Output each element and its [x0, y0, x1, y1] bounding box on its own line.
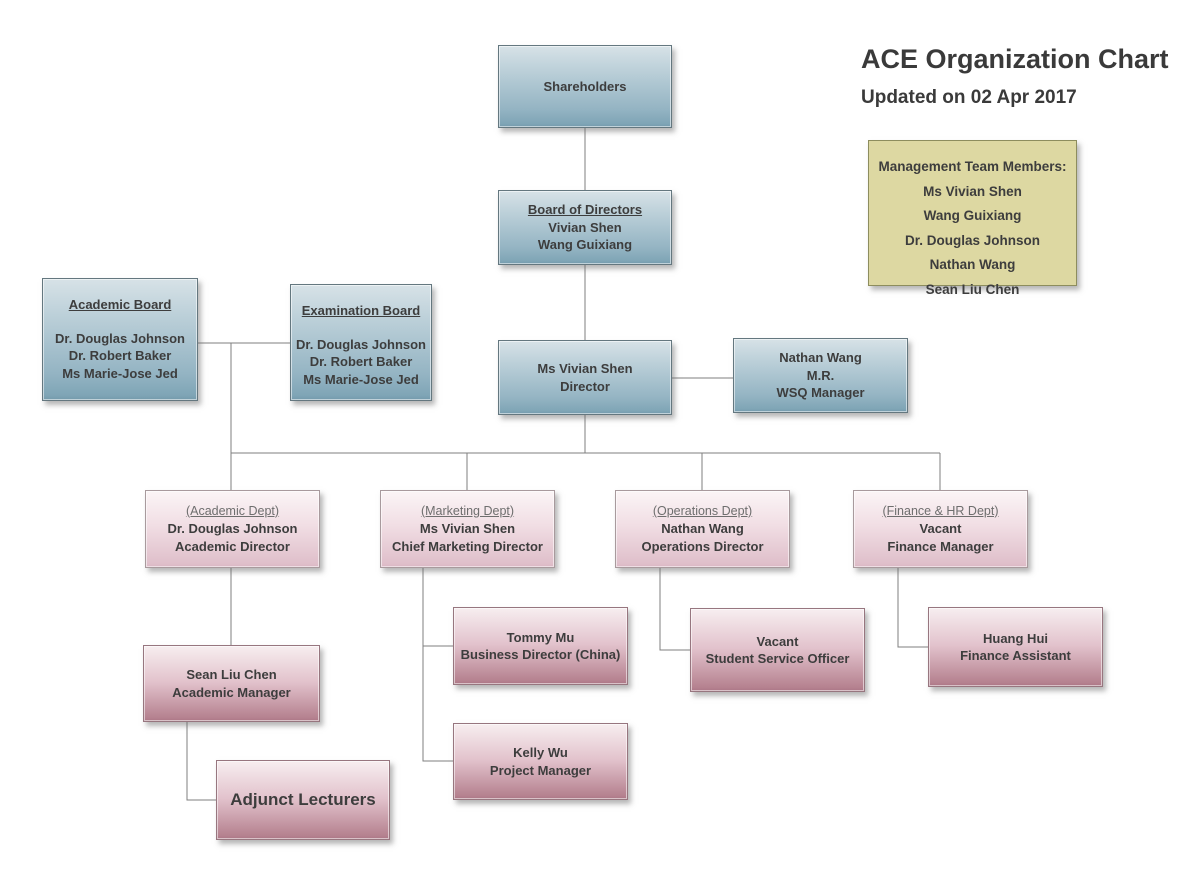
node-role: Academic Director	[175, 538, 290, 554]
node-role: WSQ Manager	[776, 385, 865, 401]
node-role: Chief Marketing Director	[392, 538, 543, 554]
org-node-operations-dept	[615, 490, 790, 568]
node-name: Tommy Mu	[506, 629, 575, 645]
org-node-director	[498, 340, 672, 415]
node-member: Dr. Douglas Johnson	[54, 330, 185, 346]
node-name: Dr. Douglas Johnson	[167, 521, 298, 537]
connector-sean-adjunct	[187, 722, 216, 800]
org-node-student-service-officer	[690, 608, 865, 692]
management-team-note	[868, 140, 1077, 297]
org-node-shareholders	[498, 45, 672, 128]
node-role: Academic Manager	[172, 684, 291, 700]
node-role: Project Manager	[489, 762, 592, 778]
page-subtitle: Updated on 02 Apr 2017	[861, 87, 1077, 108]
org-node-academic-dept	[145, 490, 320, 568]
node-role: Student Service Officer	[705, 651, 850, 666]
node-qualification: M.R.	[806, 367, 835, 383]
node-title: Academic Board	[68, 297, 172, 312]
node-title: Examination Board	[301, 303, 421, 318]
connector-finance-huang	[898, 568, 928, 647]
node-title: Board of Directors	[527, 202, 643, 218]
org-node-board-of-directors	[498, 190, 672, 265]
node-member: Vivian Shen	[548, 219, 622, 235]
node-name: Sean Liu Chen	[186, 667, 277, 682]
note-member: Nathan Wang	[929, 257, 1016, 272]
node-member: Dr. Douglas Johnson	[295, 336, 426, 352]
node-dept: (Academic Dept)	[185, 503, 280, 518]
node-dept: (Finance & HR Dept)	[882, 503, 999, 518]
node-role: Director	[560, 378, 610, 394]
node-label: Shareholders	[543, 78, 627, 94]
org-node-adjunct-lecturers	[216, 760, 390, 840]
node-dept: (Marketing Dept)	[420, 503, 515, 518]
node-member: Dr. Robert Baker	[68, 348, 172, 363]
node-role: Business Director (China)	[460, 647, 621, 662]
connector-marketing-kelly	[423, 568, 453, 761]
node-member: Wang Guixiang	[537, 237, 633, 253]
org-node-examination-board	[290, 284, 432, 401]
node-name: Vacant	[919, 521, 962, 537]
node-name: Nathan Wang	[661, 521, 744, 537]
node-member: Ms Marie-Jose Jed	[62, 365, 178, 381]
page-title: ACE Organization Chart	[861, 44, 1169, 74]
org-node-business-director-china	[453, 607, 628, 685]
org-node-marketing-dept	[380, 490, 555, 568]
org-node-finance-assistant	[928, 607, 1103, 687]
note-heading: Management Team Members:	[878, 159, 1067, 174]
node-name: Kelly Wu	[513, 745, 568, 760]
note-member: Sean Liu Chen	[925, 281, 1020, 297]
node-name: Ms Vivian Shen	[537, 361, 633, 376]
org-node-academic-board	[42, 278, 198, 401]
org-node-wsq-manager	[733, 338, 908, 413]
note-member: Wang Guixiang	[923, 208, 1022, 223]
node-role: Finance Assistant	[960, 648, 1071, 663]
connector-operations-sso	[660, 568, 690, 650]
node-role: Finance Manager	[887, 538, 994, 554]
node-dept: (Operations Dept)	[652, 503, 753, 518]
node-name: Vacant	[756, 633, 799, 649]
node-name: Ms Vivian Shen	[419, 521, 516, 537]
note-member: Dr. Douglas Johnson	[904, 232, 1040, 248]
org-node-project-manager	[453, 723, 628, 800]
org-node-finance-hr-dept	[853, 490, 1028, 568]
node-role: Operations Director	[641, 538, 764, 554]
node-member: Ms Marie-Jose Jed	[303, 371, 419, 387]
node-label: Adjunct Lecturers	[230, 790, 376, 810]
node-name: Huang Hui	[983, 630, 1048, 646]
org-node-academic-manager	[143, 645, 320, 722]
node-name: Nathan Wang	[779, 350, 862, 366]
note-member: Ms Vivian Shen	[923, 183, 1022, 199]
node-member: Dr. Robert Baker	[309, 354, 413, 369]
